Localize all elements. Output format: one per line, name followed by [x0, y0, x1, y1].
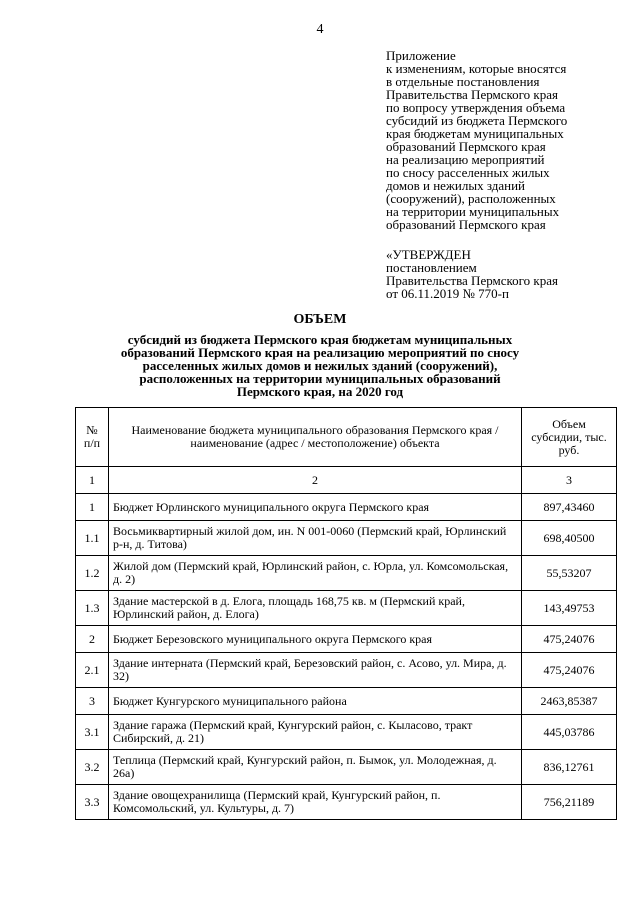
row-amount: 698,40500 — [522, 521, 617, 556]
row-name: Бюджет Березовского муниципального округа Пермского края — [109, 626, 522, 653]
table-row — [76, 494, 617, 521]
row-name: Теплица (Пермский край, Кунгурский район, п. Бымок, ул. Молодежная, д. 26а) — [109, 750, 522, 785]
appendix-line: к изменениям, которые вносятся — [386, 61, 567, 76]
subtitle-line: Пермского края, на 2020 год — [236, 384, 404, 399]
appendix-line: Правительства Пермского края — [386, 87, 558, 102]
table-row — [76, 521, 617, 556]
row-amount: 445,03786 — [522, 715, 617, 750]
row-amount: 475,24076 — [522, 653, 617, 688]
column-index: 2 — [109, 467, 522, 494]
row-name: Здание интерната (Пермский край, Березовский район, с. Асово, ул. Мира, д. 32) — [109, 653, 522, 688]
appendix-line: края бюджетам муниципальных — [386, 126, 564, 141]
row-name: Здание мастерской в д. Елога, площадь 168,75 кв. м (Пермский край, Юрлинский район, д. Елога) — [109, 591, 522, 626]
table-row — [76, 715, 617, 750]
subsidy-table — [75, 407, 617, 820]
row-num: 3.2 — [76, 750, 109, 785]
appendix-line: в отдельные постановления — [386, 74, 540, 89]
subtitle-line: образований Пермского края на реализацию мероприятий по сносу — [120, 345, 520, 360]
row-name: Бюджет Кунгурского муниципального района — [109, 688, 522, 715]
table-header-row — [76, 408, 617, 467]
approval-line: «УТВЕРЖДЕН — [386, 247, 471, 262]
row-name: Бюджет Юрлинского муниципального округа Пермского края — [109, 494, 522, 521]
table-row — [76, 626, 617, 653]
appendix-line: Приложение — [386, 48, 456, 63]
subtitle-line: расселенных жилых домов и нежилых зданий (сооружений), — [142, 358, 498, 373]
appendix-line: по вопросу утверждения объема — [386, 100, 566, 115]
row-num: 3 — [76, 688, 109, 715]
approval-line: от 06.11.2019 № 770-п — [386, 286, 509, 301]
appendix-line: (сооружений), расположенных — [386, 191, 556, 206]
column-index: 3 — [522, 467, 617, 494]
appendix-line: образований Пермского края — [386, 217, 546, 232]
row-num: 3.1 — [76, 715, 109, 750]
row-amount: 2463,85387 — [522, 688, 617, 715]
row-name: Здание гаража (Пермский край, Кунгурский район, с. Кыласово, тракт Сибирский, д. 21) — [109, 715, 522, 750]
header-num: № п/п — [76, 408, 109, 467]
row-num: 1 — [76, 494, 109, 521]
document-subtitle — [80, 333, 560, 398]
approval-block — [386, 248, 626, 300]
table-row — [76, 688, 617, 715]
appendix-line: по сносу расселенных жилых — [386, 165, 550, 180]
approval-line: Правительства Пермского края — [386, 273, 558, 288]
row-amount: 475,24076 — [522, 626, 617, 653]
appendix-line: образований Пермского края — [386, 139, 546, 154]
appendix-line: на территории муниципальных — [386, 204, 560, 219]
page-number: 4 — [316, 22, 324, 37]
column-index-row — [76, 467, 617, 494]
row-amount: 55,53207 — [522, 556, 617, 591]
table-row — [76, 556, 617, 591]
row-num: 1.2 — [76, 556, 109, 591]
row-amount: 836,12761 — [522, 750, 617, 785]
appendix-block — [386, 49, 626, 231]
column-index: 1 — [76, 467, 109, 494]
document-title: ОБЪЕМ — [293, 312, 347, 327]
row-num: 1.1 — [76, 521, 109, 556]
appendix-line: домов и нежилых зданий — [386, 178, 525, 193]
subtitle-line: субсидий из бюджета Пермского края бюджетам муниципальных — [127, 332, 513, 347]
appendix-line: на реализацию мероприятий — [386, 152, 545, 167]
table-row — [76, 591, 617, 626]
row-num: 1.3 — [76, 591, 109, 626]
row-num: 2.1 — [76, 653, 109, 688]
row-amount: 897,43460 — [522, 494, 617, 521]
row-amount: 756,21189 — [522, 785, 617, 820]
header-name: Наименование бюджета муниципального образования Пермского края / наименование (адрес / местоположение) объекта — [109, 408, 522, 467]
table-row — [76, 750, 617, 785]
row-name: Жилой дом (Пермский край, Юрлинский район, с. Юрла, ул. Комсомольская, д. 2) — [109, 556, 522, 591]
approval-line: постановлением — [386, 260, 477, 275]
row-num: 2 — [76, 626, 109, 653]
table-row — [76, 785, 617, 820]
row-name: Восьмиквартирный жилой дом, ин. N 001-0060 (Пермский край, Юрлинский р-н, д. Титова) — [109, 521, 522, 556]
row-name: Здание овощехранилища (Пермский край, Кунгурский район, п. Комсомольский, ул. Культуры, д. 7) — [109, 785, 522, 820]
appendix-line: субсидий из бюджета Пермского — [386, 113, 568, 128]
row-amount: 143,49753 — [522, 591, 617, 626]
row-num: 3.3 — [76, 785, 109, 820]
header-amount: Объем субсидии, тыс. руб. — [522, 408, 617, 467]
subtitle-line: расположенных на территории муниципальных образований — [139, 371, 501, 386]
table-row — [76, 653, 617, 688]
